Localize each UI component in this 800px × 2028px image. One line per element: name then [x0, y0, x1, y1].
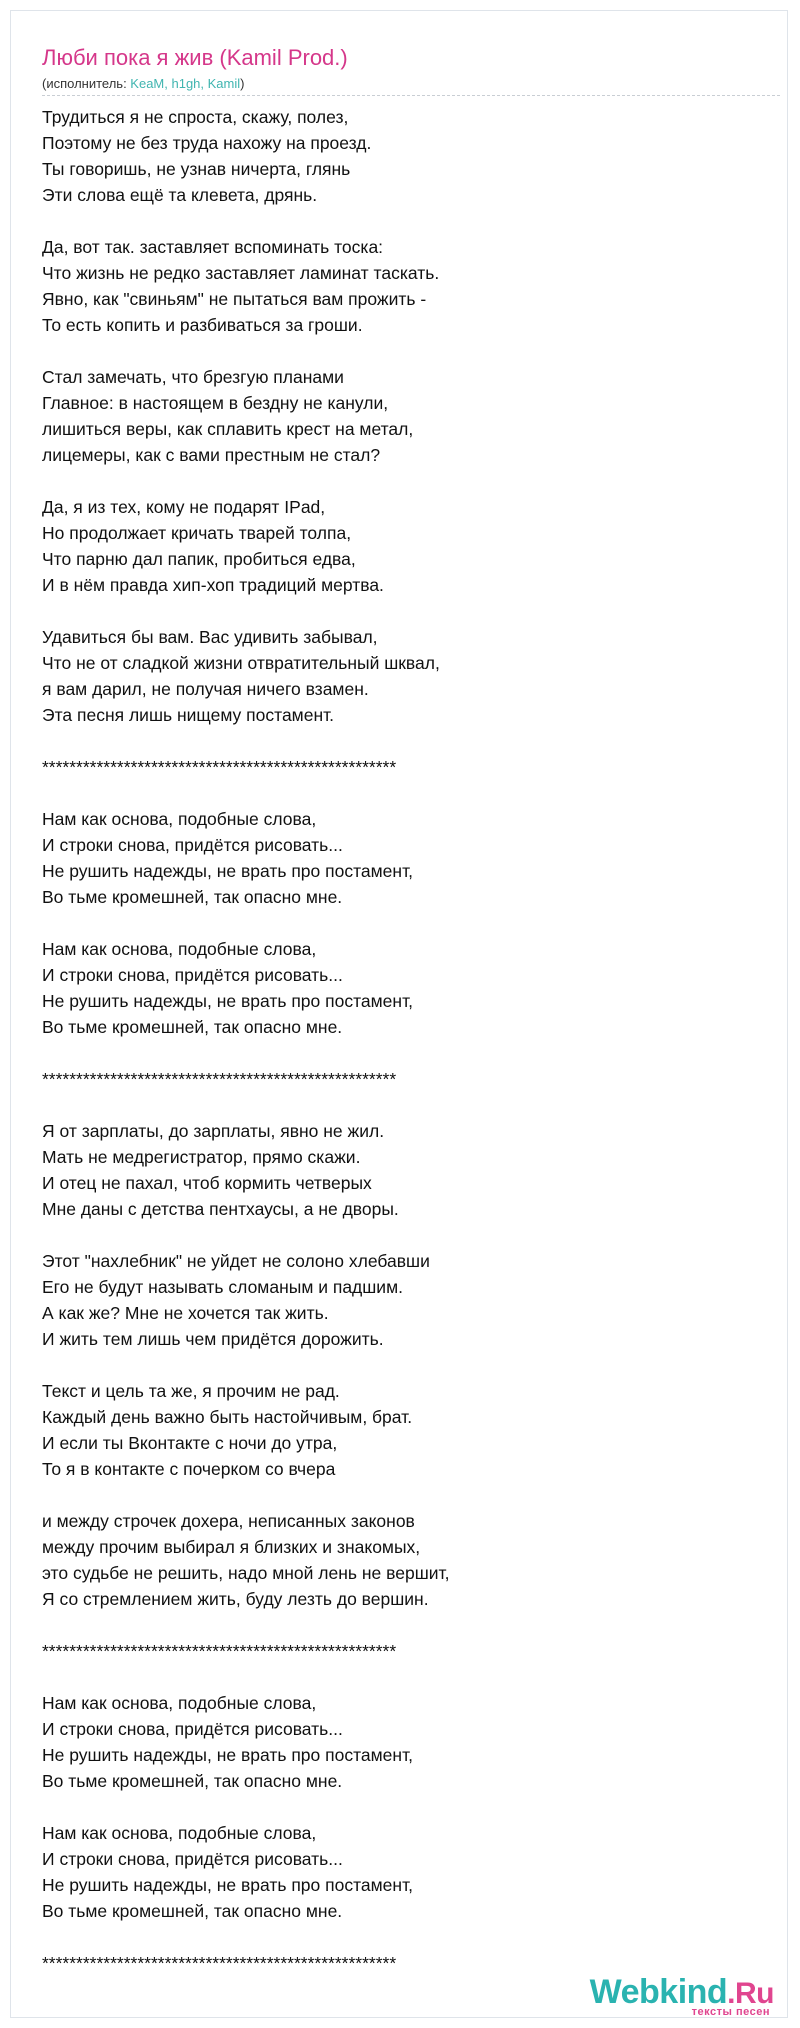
performer-line: [42, 76, 770, 92]
lyric-line: Что не от сладкой жизни отвратительный шквал,: [42, 653, 440, 673]
header-divider: [42, 95, 780, 96]
lyric-line: И в нём правда хип-хоп традиций мертва.: [42, 575, 384, 595]
lyric-line: Поэтому не без труда нахожу на проезд.: [42, 133, 372, 153]
lyric-line: Во тьме кромешней, так опасно мне.: [42, 887, 343, 907]
lyric-blank-line: [42, 1222, 742, 1248]
logo-tld-text: .Ru: [727, 1977, 774, 2010]
lyric-line: Я со стремлением жить, буду лезть до вершин.: [42, 1589, 429, 1609]
lyric-line: я вам дарил, не получая ничего взамен.: [42, 679, 369, 699]
lyric-line: А как же? Мне не хочется так жить.: [42, 1303, 329, 1323]
lyric-line: Эта песня лишь нищему постамент.: [42, 705, 335, 725]
lyric-blank-line: [42, 1794, 742, 1820]
lyric-line: Мне даны с детства пентхаусы, а не дворы.: [42, 1199, 399, 1219]
lyric-line: лишиться веры, как сплавить крест на метал,: [42, 419, 414, 439]
lyric-line: Не рушить надежды, не врать про постамент,: [42, 991, 414, 1011]
lyric-blank-line: [42, 338, 742, 364]
lyric-blank-line: [42, 780, 742, 806]
lyric-line: И строки снова, придётся рисовать...: [42, 1719, 343, 1739]
lyric-line: И отец не пахал, чтоб кормить четверых: [42, 1173, 372, 1193]
lyric-blank-line: [42, 1612, 742, 1638]
lyric-line: Этот "нахлебник" не уйдет не солоно хлебавши: [42, 1251, 430, 1271]
lyric-blank-line: [42, 468, 742, 494]
song-header: [42, 44, 770, 92]
lyric-separator: ****************************************************: [42, 1069, 397, 1089]
lyric-line: Во тьме кромешней, так опасно мне.: [42, 1901, 343, 1921]
lyric-line: Каждый день важно быть настойчивым, брат.: [42, 1407, 413, 1427]
lyric-blank-line: [42, 208, 742, 234]
lyric-separator: ****************************************************: [42, 757, 397, 777]
song-title: Люби пока я жив (Kamil Prod.): [42, 45, 348, 70]
lyric-blank-line: [42, 1352, 742, 1378]
lyric-line: Стал замечать, что брезгую планами: [42, 367, 344, 387]
lyric-line: Эти слова ещё та клевета, дрянь.: [42, 185, 318, 205]
lyric-line: То я в контакте с почерком со вчера: [42, 1459, 336, 1479]
logo-tagline: тексты песен: [691, 2006, 770, 2018]
logo-main-text: Webkind: [589, 1973, 728, 2011]
lyric-line: И жить тем лишь чем придётся дорожить.: [42, 1329, 384, 1349]
lyric-line: Удавиться бы вам. Вас удивить забывал,: [42, 627, 378, 647]
lyric-blank-line: [42, 1664, 742, 1690]
lyric-line: между прочим выбирал я близких и знакомых,: [42, 1537, 421, 1557]
lyrics-text: [42, 104, 742, 1976]
lyric-line: Главное: в настоящем в бездну не канули,: [42, 393, 389, 413]
lyric-line: это судьбе не решить, надо мной лень не вершит,: [42, 1563, 450, 1583]
lyric-line: и между строчек дохера, неписанных законов: [42, 1511, 415, 1531]
lyric-blank-line: [42, 1482, 742, 1508]
lyric-line: Да, вот так. заставляет вспоминать тоска:: [42, 237, 384, 257]
lyric-blank-line: [42, 728, 742, 754]
lyric-line: Нам как основа, подобные слова,: [42, 1823, 317, 1843]
lyric-separator: ****************************************************: [42, 1641, 397, 1661]
lyric-line: Текст и цель та же, я прочим не рад.: [42, 1381, 340, 1401]
lyric-line: Да, я из тех, кому не подарят IPad,: [42, 497, 326, 517]
lyric-line: Нам как основа, подобные слова,: [42, 1693, 317, 1713]
lyric-line: Явно, как "свиньям" не пытаться вам прожить -: [42, 289, 427, 309]
lyric-line: Его не будут называть сломаным и падшим.: [42, 1277, 403, 1297]
lyric-line: И строки снова, придётся рисовать...: [42, 1849, 343, 1869]
site-logo[interactable]: [589, 1973, 774, 2018]
lyric-line: И строки снова, придётся рисовать...: [42, 835, 343, 855]
lyric-line: Но продолжает кричать тварей толпа,: [42, 523, 352, 543]
lyric-line: Что парню дал папик, пробиться едва,: [42, 549, 356, 569]
lyric-line: Мать не медрегистратор, прямо скажи.: [42, 1147, 361, 1167]
lyric-blank-line: [42, 598, 742, 624]
lyric-line: Нам как основа, подобные слова,: [42, 809, 317, 829]
performer-link[interactable]: KeaM, h1gh, Kamil: [130, 76, 241, 91]
lyric-line: И если ты Вконтакте с ночи до утра,: [42, 1433, 338, 1453]
lyric-line: Трудиться я не спроста, скажу, полез,: [42, 107, 349, 127]
lyric-line: лицемеры, как с вами престным не стал?: [42, 445, 381, 465]
performer-prefix: (исполнитель:: [42, 76, 131, 91]
lyric-line: Во тьме кромешней, так опасно мне.: [42, 1017, 343, 1037]
lyric-blank-line: [42, 1924, 742, 1950]
lyric-line: То есть копить и разбиваться за гроши.: [42, 315, 363, 335]
lyric-line: Я от зарплаты, до зарплаты, явно не жил.: [42, 1121, 385, 1141]
lyric-blank-line: [42, 910, 742, 936]
lyric-line: Не рушить надежды, не врать про постамент,: [42, 1745, 414, 1765]
lyric-blank-line: [42, 1040, 742, 1066]
lyric-line: Что жизнь не редко заставляет ламинат таскать.: [42, 263, 440, 283]
lyric-separator: ****************************************************: [42, 1953, 397, 1973]
lyric-line: Нам как основа, подобные слова,: [42, 939, 317, 959]
lyric-line: Ты говоришь, не узнав ничерта, глянь: [42, 159, 351, 179]
lyric-line: И строки снова, придётся рисовать...: [42, 965, 343, 985]
lyric-line: Не рушить надежды, не врать про постамент,: [42, 861, 414, 881]
lyric-line: Во тьме кромешней, так опасно мне.: [42, 1771, 343, 1791]
performer-suffix: ): [240, 76, 245, 91]
lyric-line: Не рушить надежды, не врать про постамент,: [42, 1875, 414, 1895]
lyric-blank-line: [42, 1092, 742, 1118]
